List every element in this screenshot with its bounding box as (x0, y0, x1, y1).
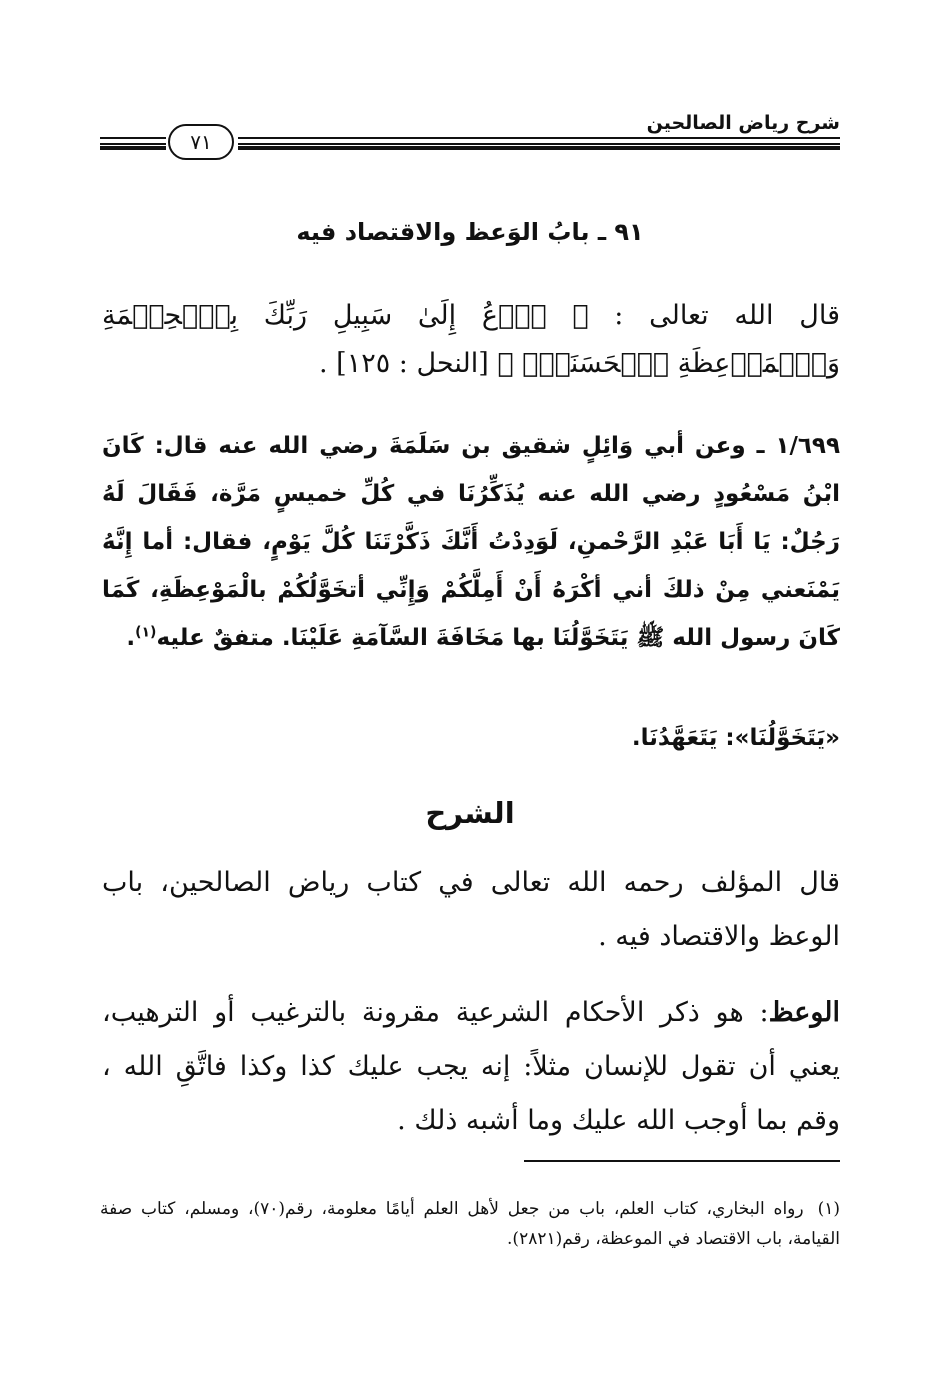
footnote-reference[interactable]: (١) (135, 624, 157, 641)
gloss-paragraph: «يَتَخَوَّلُنَا»: يَتَعَهَّدُنَا. (631, 725, 840, 751)
commentary-heading: الشرح (425, 796, 515, 830)
header-rule-left-inner (100, 143, 166, 145)
hadith-end: . (126, 625, 136, 651)
commentary-paragraph-2 (102, 986, 840, 1148)
quran-verse: ﴿ ٱدۡعُ إِلَىٰ سَبِيلِ رَبِّكَ بِٱلۡحِكۡمَةِ وَٱلۡمَوۡعِظَةِ ٱلۡحَسَنَةِۖ ﴾ (102, 300, 840, 379)
commentary-paragraph-1: قال المؤلف رحمه الله تعالى في كتاب رياض الصالحين، باب الوعظ والاقتصاد فيه . (102, 867, 840, 952)
header-rule-right-inner (238, 143, 840, 145)
verse-paragraph (102, 292, 840, 388)
page-number: ٧١ (168, 124, 234, 160)
running-title: شرح رياض الصالحين (646, 112, 840, 134)
defined-term: الوعظ (768, 997, 840, 1028)
verse-reference: [النحل : ١٢٥] . (318, 348, 498, 379)
footnote-marker: (١) (817, 1199, 841, 1219)
hadith-text: ١/٦٩٩ ـ وعن أبي وَائِلٍ شقيق بن سَلَمَةَ رضي الله عنه قال: كَانَ ابْنُ مَسْعُودٍ رضي الله عنه يُذَكِّرُنَا في كُلِّ خميسٍ مَرَّة، فَقَالَ لَهُ رَجُلٌ: يَا أَبَا عَبْدِ الرَّحْمنِ، لَوَدِدْتُ أَنَّكَ ذَكَّرْتَنَا كُلَّ يَوْمٍ، فقال: أما إِنَّهُ يَمْنَعني مِنْ ذلكَ أني أكْرَهُ أَنْ أَمِلَّكُمْ وَإِنِّي أتخَوَّلُكُمْ بالْمَوْعِظَةِ، كَمَا كَانَ رسول الله ﷺ يَتَخَوَّلُنَا بها مَخَافَةَ السَّآمَةِ عَلَيْنَا. متفقٌ عليه (102, 433, 840, 651)
verse-intro: قال الله تعالى : (588, 300, 840, 331)
hadith-paragraph (102, 422, 840, 662)
footnote-separator (524, 1160, 840, 1162)
chapter-title: ٩١ ـ بابُ الوَعظ والاقتصاد فيه (296, 218, 644, 246)
footnote (100, 1194, 840, 1254)
footnote-text: رواه البخاري، كتاب العلم، باب من جعل لأهل العلم أيامًا معلومة، رقم(٧٠)، ومسلم، كتاب صفة القيامة، باب الاقتصاد في الموعظة، رقم(٢٨٢١). (100, 1199, 840, 1249)
definition-text: : هو ذكر الأحكام الشرعية مقرونة بالترغيب أو الترهيب، يعني أن تقول للإنسان مثلاً: إنه يجب عليك كذا وكذا فاتَّقِ الله ، وقم بما أوجب الله عليك وما أشبه ذلك . (102, 997, 840, 1136)
